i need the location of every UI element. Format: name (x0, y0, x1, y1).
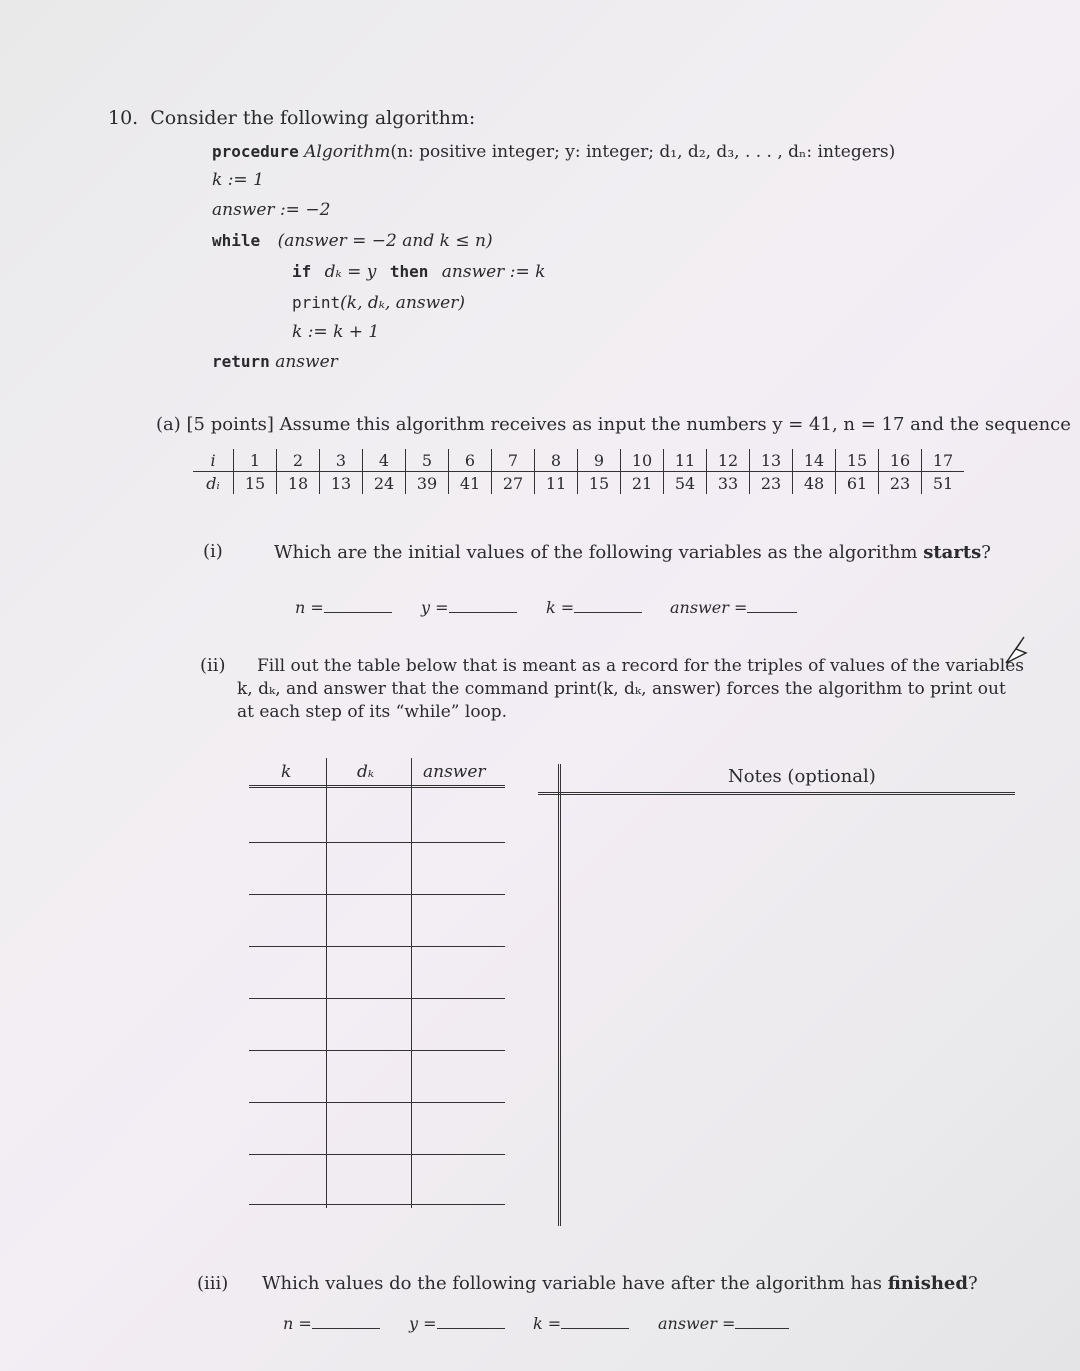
index-cell: 13 (750, 449, 793, 472)
value-cell: 39 (406, 472, 449, 495)
record-table (249, 758, 505, 1208)
question-header (108, 107, 475, 129)
value-cell: 15 (578, 472, 621, 495)
part-iii-k-blank[interactable] (561, 1314, 629, 1329)
algo-line-if (292, 262, 545, 282)
index-cell: 6 (449, 449, 492, 472)
part-i-question (274, 542, 991, 563)
sequence-index-row (193, 449, 964, 472)
value-cell: 48 (793, 472, 836, 495)
part-i-k-blank[interactable] (574, 598, 642, 613)
index-cell: 15 (836, 449, 879, 472)
return-keyword: return (212, 352, 270, 371)
part-a-text (156, 414, 1071, 435)
part-a-label: (a) (156, 414, 181, 435)
while-keyword: while (212, 231, 261, 250)
part-iii-text: Which values do the following variable have after the algorithm has (262, 1273, 882, 1294)
procedure-keyword: procedure (212, 142, 299, 161)
part-iii-n-field[interactable] (283, 1314, 380, 1333)
index-cell: 7 (492, 449, 535, 472)
part-iii-y-label: y = (409, 1314, 437, 1333)
value-cell: 33 (707, 472, 750, 495)
part-i-k-label: k = (546, 598, 575, 617)
record-row-line (249, 894, 505, 895)
part-iii-k-label: k = (533, 1314, 562, 1333)
index-cell: 8 (535, 449, 578, 472)
part-ii-label: (ii) (200, 655, 226, 676)
record-row-line (249, 842, 505, 843)
value-cell: 54 (664, 472, 707, 495)
part-iii-y-field[interactable] (409, 1314, 505, 1333)
record-header-dk: dₖ (357, 762, 375, 782)
while-condition: (answer = −2 and k ≤ n) (277, 231, 493, 251)
index-cell: 5 (406, 449, 449, 472)
part-iii-k-field[interactable] (533, 1314, 629, 1333)
record-header-answer: answer (423, 762, 486, 782)
part-i-y-label: y = (421, 598, 449, 617)
value-cell: 13 (320, 472, 363, 495)
sequence-table (193, 449, 964, 494)
record-col-line (326, 758, 327, 1208)
index-cell: 2 (277, 449, 320, 472)
if-keyword: if (292, 262, 312, 281)
index-cell: 17 (922, 449, 965, 472)
record-row-line (249, 1204, 505, 1205)
index-cell: 1 (234, 449, 277, 472)
algo-line-while (212, 231, 493, 251)
algo-line-procedure (212, 142, 895, 162)
algo-line-increment: k := k + 1 (292, 322, 380, 342)
part-iii-bold: finished (887, 1273, 968, 1294)
then-assign: answer := k (441, 262, 546, 282)
print-args: (k, dₖ, answer) (340, 293, 465, 313)
then-keyword: then (389, 262, 429, 281)
value-cell: 21 (621, 472, 664, 495)
value-cell: 61 (836, 472, 879, 495)
part-i-answer-blank[interactable] (747, 598, 797, 613)
part-iii-answer-field[interactable] (658, 1314, 789, 1333)
record-row-line (249, 946, 505, 947)
part-i-text: Which are the initial values of the following variables as the algorithm (274, 542, 918, 563)
value-cell: 15 (234, 472, 277, 495)
value-cell: 24 (363, 472, 406, 495)
algo-line-return (212, 352, 338, 372)
notes-header: Notes (optional) (728, 766, 876, 787)
index-cell: 3 (320, 449, 363, 472)
part-i-n-blank[interactable] (324, 598, 392, 613)
part-iii-answer-label: answer = (658, 1314, 736, 1333)
algo-line-k-init: k := 1 (212, 170, 264, 190)
print-keyword: print (292, 293, 341, 312)
record-row-line (249, 1102, 505, 1103)
procedure-params: (n: positive integer; y: integer; d₁, d₂, d₃, . . . , dₙ: integers) (390, 142, 896, 162)
record-row-line (249, 1154, 505, 1155)
index-cell: 4 (363, 449, 406, 472)
algo-line-answer-init: answer := −2 (212, 200, 331, 220)
part-iii-question (262, 1273, 978, 1294)
value-cell: 41 (449, 472, 492, 495)
value-cell: 23 (879, 472, 922, 495)
record-header-rule (249, 785, 505, 788)
part-i-label: (i) (203, 541, 223, 562)
part-iii-n-blank[interactable] (312, 1314, 380, 1329)
index-cell: 14 (793, 449, 836, 472)
record-row-line (249, 1050, 505, 1051)
if-condition: dₖ = y (324, 262, 377, 282)
procedure-name: Algorithm (304, 142, 391, 162)
part-iii-y-blank[interactable] (437, 1314, 505, 1329)
value-cell: 27 (492, 472, 535, 495)
part-i-k-field[interactable] (546, 598, 642, 617)
index-header: i (193, 449, 234, 472)
record-col-line (411, 758, 412, 1208)
part-a-statement: Assume this algorithm receives as input the numbers y = 41, n = 17 and the sequence (279, 414, 1071, 435)
notes-header-rule (538, 792, 1015, 795)
record-row-line (249, 998, 505, 999)
part-i-y-blank[interactable] (449, 598, 517, 613)
part-i-n-label: n = (295, 598, 324, 617)
mouse-cursor-icon (1004, 633, 1032, 667)
value-cell: 11 (535, 472, 578, 495)
index-cell: 16 (879, 449, 922, 472)
value-cell: 51 (922, 472, 965, 495)
part-i-n-field[interactable] (295, 598, 392, 617)
part-i-qmark: ? (981, 542, 991, 563)
algo-line-print (292, 293, 465, 313)
value-cell: 23 (750, 472, 793, 495)
part-iii-qmark: ? (967, 1273, 978, 1294)
index-cell: 9 (578, 449, 621, 472)
question-number: 10. (108, 107, 139, 129)
sequence-value-row (193, 472, 964, 495)
part-iii-answer-blank[interactable] (735, 1314, 789, 1329)
part-i-answer-label: answer = (670, 598, 748, 617)
value-cell: 18 (277, 472, 320, 495)
part-i-y-field[interactable] (421, 598, 517, 617)
return-value: answer (275, 352, 338, 372)
index-cell: 10 (621, 449, 664, 472)
part-a-points: [5 points] (186, 414, 274, 435)
index-cell: 11 (664, 449, 707, 472)
part-ii-text: Fill out the table below that is meant as a record for the triples of values of the variables k, dₖ, and answer that the command print(k, dₖ, answer) forces the algorithm to print out at each step of its “while” loop. (237, 656, 1025, 722)
part-i-bold: starts (923, 542, 982, 563)
part-iii-n-label: n = (283, 1314, 312, 1333)
value-header: dᵢ (206, 473, 220, 493)
part-i-answer-field[interactable] (670, 598, 797, 617)
record-header-k: k (281, 762, 292, 782)
notes-divider (558, 764, 561, 1226)
part-iii-label: (iii) (197, 1273, 229, 1294)
index-cell: 12 (707, 449, 750, 472)
question-intro: Consider the following algorithm: (150, 107, 476, 129)
